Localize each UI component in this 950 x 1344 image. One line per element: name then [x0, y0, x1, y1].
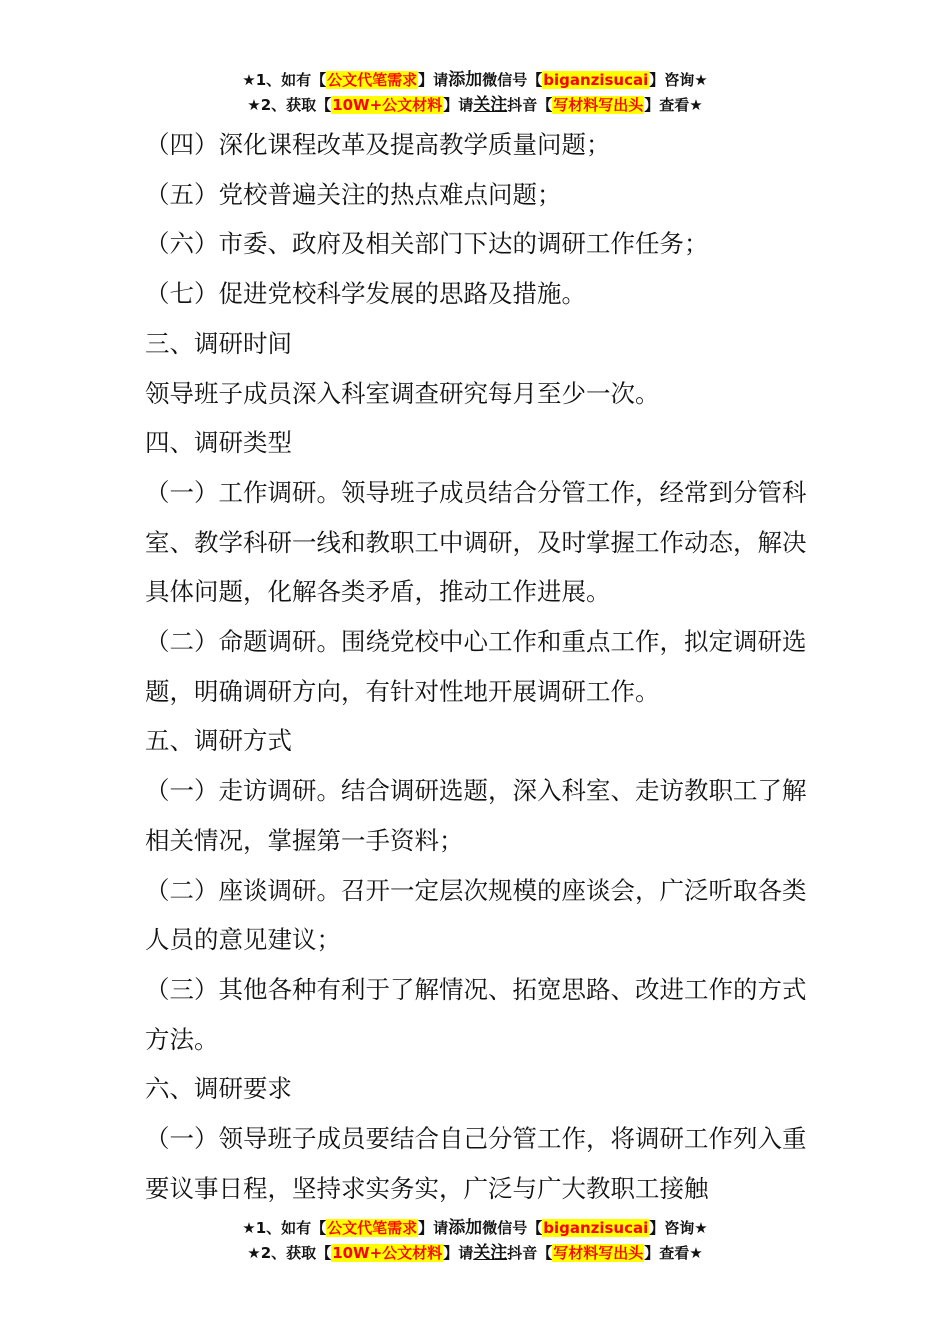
promo-text: ★1、如有【: [242, 71, 327, 89]
promo-text: 微信号【: [482, 1219, 543, 1237]
promo-text: 】查看★: [644, 96, 703, 114]
promo-line-1: [0, 1216, 950, 1241]
promo-text: 】请: [443, 96, 474, 114]
section-heading: 三、调研时间: [145, 328, 292, 358]
promo-highlight: 10W+公文材料: [332, 1244, 443, 1262]
document-body: [145, 120, 810, 1213]
promo-line-2: [0, 93, 950, 118]
promo-emphasis: 添加: [448, 70, 483, 90]
paragraph: 领导班子成员深入科室调查研究每月至少一次。: [145, 378, 660, 408]
section-heading: 五、调研方式: [145, 726, 292, 756]
list-item: （五）党校普遍关注的热点难点问题；: [145, 179, 562, 209]
paragraph: （二）命题调研。围绕党校中心工作和重点工作，拟定调研选题，明确调研方向，有针对性地开展调研工作。: [145, 627, 807, 706]
promo-text: 抖音【: [507, 96, 553, 114]
promo-text: 】咨询★: [649, 1219, 708, 1237]
promo-text: 抖音【: [507, 1244, 553, 1262]
paragraph: （三）其他各种有利于了解情况、拓宽思路、改进工作的方式方法。: [145, 974, 807, 1054]
promo-text: 】请: [418, 1219, 449, 1237]
paragraph: （一）走访调研。结合调研选题，深入科室、走访教职工了解相关情况，掌握第一手资料；: [145, 776, 807, 855]
paragraph: （一）工作调研。领导班子成员结合分管工作，经常到分管科室、教学科研一线和教职工中调研，及时掌握工作动态，解决具体问题，化解各类矛盾，推动工作进展。: [145, 477, 807, 607]
list-item: （六）市委、政府及相关部门下达的调研工作任务；: [145, 229, 709, 259]
promo-highlight: biganzisucai: [543, 1219, 649, 1237]
promo-highlight: 写材料写出头: [553, 96, 644, 114]
promo-text: 微信号【: [482, 71, 543, 89]
section-heading: 四、调研类型: [145, 428, 292, 458]
promo-text: ★2、获取【: [247, 96, 332, 114]
list-item: （七）促进党校科学发展的思路及措施。: [145, 279, 586, 309]
list-item: （四）深化课程改革及提高教学质量问题；: [145, 130, 611, 159]
paragraph: （二）座谈调研。召开一定层次规模的座谈会，广泛听取各类人员的意见建议；: [145, 875, 807, 955]
promo-line-1: [0, 68, 950, 93]
promo-banner-bottom: [0, 1216, 950, 1266]
promo-emphasis: 关注: [473, 95, 508, 115]
promo-banner-top: [0, 68, 950, 118]
paragraph: （一）领导班子成员要结合自己分管工作，将调研工作列入重要议事日程，坚持求实务实，广泛与广大教职工接触: [145, 1124, 807, 1203]
promo-highlight: 公文代笔需求: [327, 71, 418, 89]
promo-text: 】请: [443, 1244, 474, 1262]
promo-line-2: [0, 1241, 950, 1266]
promo-emphasis: 关注: [473, 1243, 508, 1263]
section-heading: 六、调研要求: [145, 1074, 292, 1104]
promo-text: 】咨询★: [649, 71, 708, 89]
promo-text: ★2、获取【: [247, 1244, 332, 1262]
promo-highlight: 公文代笔需求: [327, 1219, 418, 1237]
promo-text: 】请: [418, 71, 449, 89]
promo-text: 】查看★: [644, 1244, 703, 1262]
promo-highlight: 写材料写出头: [553, 1244, 644, 1262]
promo-highlight: biganzisucai: [543, 71, 649, 89]
promo-emphasis: 添加: [448, 1218, 483, 1238]
promo-highlight: 10W+公文材料: [332, 96, 443, 114]
promo-text: ★1、如有【: [242, 1219, 327, 1237]
